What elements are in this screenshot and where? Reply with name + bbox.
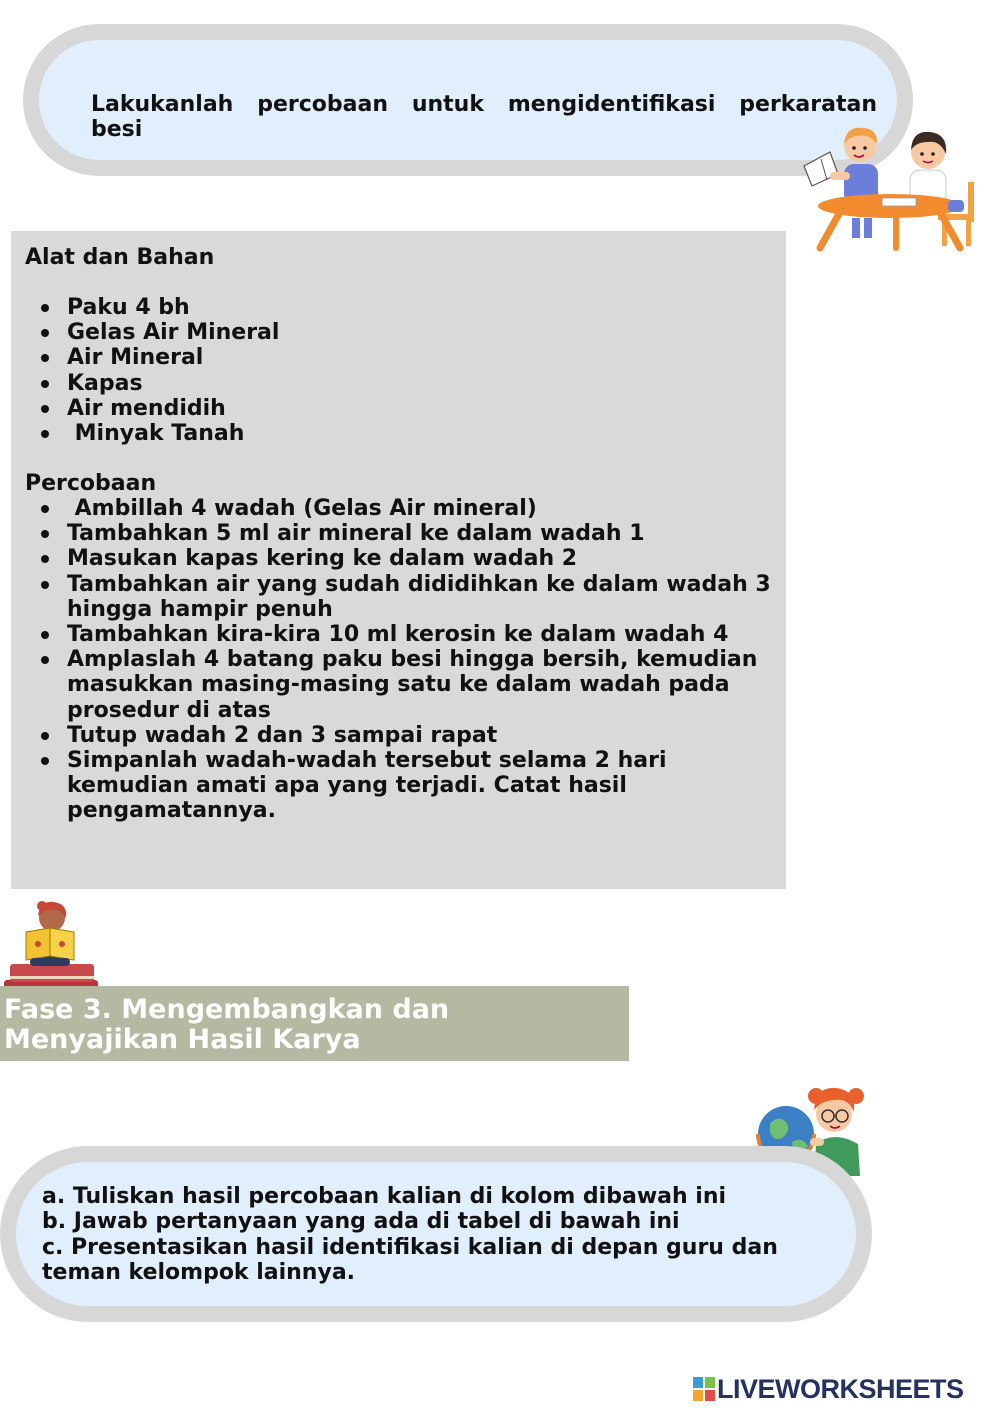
bullet-icon	[41, 430, 49, 438]
bullet-icon	[41, 732, 49, 740]
task-line: b. Jawab pertanyaan yang ada di tabel di bawah ini	[42, 1209, 680, 1235]
bullet-icon	[41, 581, 49, 589]
bullet-icon	[41, 757, 49, 765]
task-line: c. Presentasikan hasil identifikasi kalian di depan guru dan teman kelompok lainnya.	[42, 1234, 778, 1285]
bullet-icon	[41, 555, 49, 563]
materials-list	[25, 295, 775, 446]
list-item: Gelas Air Mineral	[25, 320, 775, 345]
bullet-icon	[41, 505, 49, 513]
materials-heading: Alat dan Bahan	[25, 245, 215, 270]
list-item: Tambahkan 5 ml air mineral ke dalam wadah 1	[25, 521, 775, 546]
list-item: Tambahkan air yang sudah dididihkan ke dalam wadah 3 hingga hampir penuh	[25, 572, 775, 622]
list-item: Air Mineral	[25, 345, 775, 370]
bullet-icon	[41, 354, 49, 362]
liveworksheets-brand[interactable]	[693, 1373, 993, 1405]
phase-banner	[0, 986, 629, 1061]
bullet-icon	[41, 380, 49, 388]
list-item: Tutup wadah 2 dan 3 sampai rapat	[25, 723, 775, 748]
bullet-icon	[41, 631, 49, 639]
list-item: Minyak Tanah	[25, 421, 775, 446]
experiment-steps-list	[25, 496, 775, 824]
intro-text: Lakukanlah percobaan untuk mengidentifikasi perkaratan besi	[91, 92, 877, 142]
list-item: Ambillah 4 wadah (Gelas Air mineral)	[25, 496, 775, 521]
list-item: Tambahkan kira-kira 10 ml kerosin ke dalam wadah 4	[25, 622, 775, 647]
kids-studying-icon	[800, 124, 980, 254]
list-item: Amplaslah 4 batang paku besi hingga bersih, kemudian masukkan masing-masing satu ke dalam wadah pada prosedur di atas	[25, 647, 775, 723]
liveworksheets-logo-icon	[693, 1377, 715, 1401]
bullet-icon	[41, 329, 49, 337]
phase-title: Fase 3. Mengembangkan dan Menyajikan Hasil Karya	[4, 994, 450, 1055]
tasks-text	[42, 1184, 842, 1285]
task-line: a. Tuliskan hasil percobaan kalian di kolom dibawah ini	[42, 1184, 727, 1209]
list-item: Masukan kapas kering ke dalam wadah 2	[25, 546, 775, 571]
list-item: Kapas	[25, 371, 775, 396]
bullet-icon	[41, 656, 49, 664]
bullet-icon	[41, 405, 49, 413]
tasks-banner	[0, 1146, 872, 1322]
bullet-icon	[41, 530, 49, 538]
experiment-heading: Percobaan	[25, 471, 157, 496]
procedure-panel	[11, 231, 786, 889]
list-item: Simpanlah wadah-wadah tersebut selama 2 hari kemudian amati apa yang terjadi. Catat hasil pengamatannya.	[25, 748, 775, 824]
list-item: Paku 4 bh	[25, 295, 775, 320]
intro-banner	[23, 24, 913, 176]
bullet-icon	[41, 304, 49, 312]
brand-name: LIVEWORKSHEETS	[717, 1374, 964, 1404]
list-item: Air mendidih	[25, 396, 775, 421]
